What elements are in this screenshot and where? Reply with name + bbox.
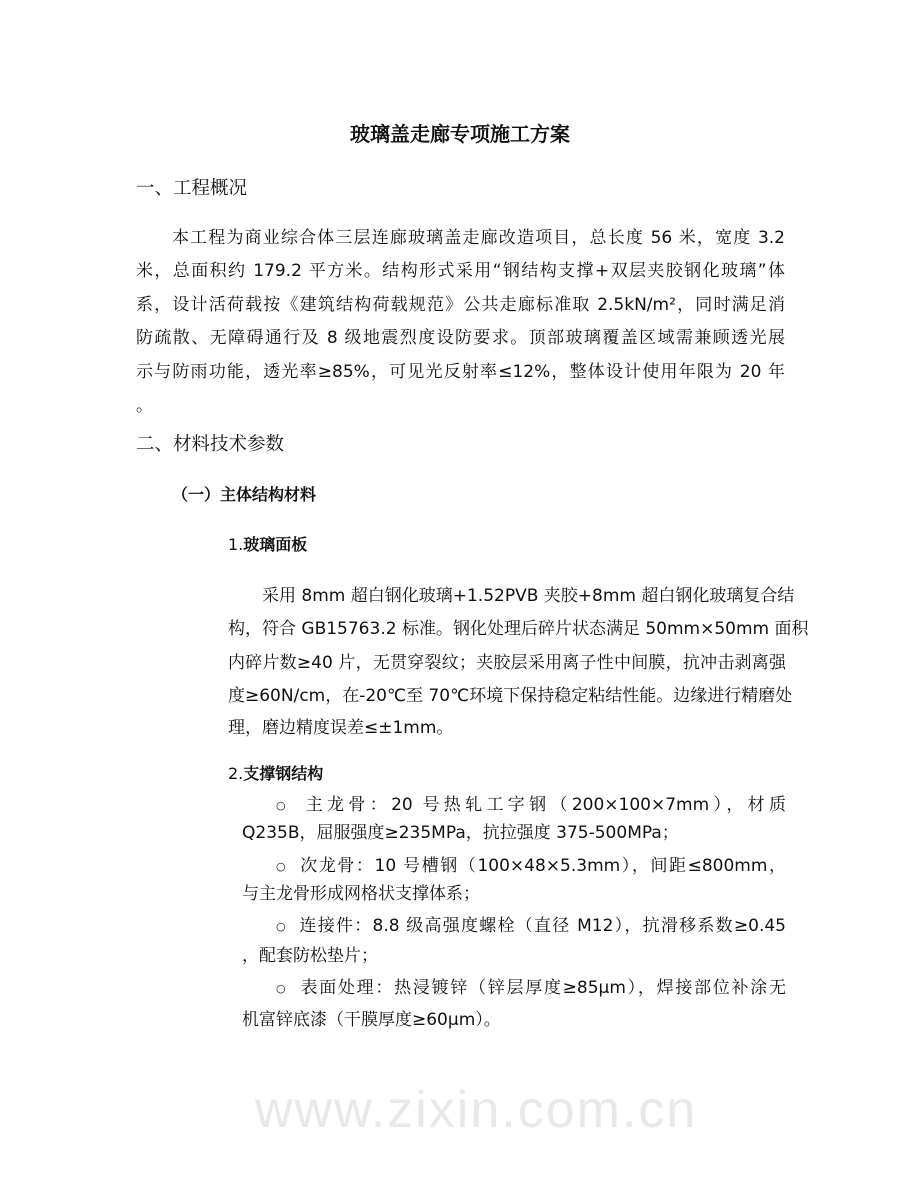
bullet-continuation: 机富锌底漆（干膜厚度≥60μm）。	[242, 1010, 501, 1030]
circle-bullet-icon: ○	[276, 860, 288, 873]
bullet-continuation: Q235B，屈服强度≥235MPa，抗拉强度 375-500MPa；	[242, 823, 679, 843]
bullet-text: 连接件：8.8 级高强度螺栓（直径 M12），抗滑移系数≥0.45	[299, 916, 786, 936]
section-heading-overview: 一、工程概况	[136, 178, 248, 199]
item-heading-glass-panel	[228, 532, 307, 555]
bullet-item	[276, 914, 786, 938]
item-number: 2.	[228, 764, 244, 783]
circle-bullet-icon: ○	[276, 982, 288, 995]
bullet-continuation: ，配套防松垫片；	[242, 946, 378, 966]
item-number: 1.	[228, 535, 244, 554]
paragraph-line: 防疏散、无障碍通行及 8 级地震烈度设防要求。顶部玻璃覆盖区域需兼顾透光展	[136, 328, 785, 348]
bullet-item	[276, 793, 786, 817]
paragraph-line: 理，磨边精度误差≤±1mm。	[228, 718, 454, 738]
section-heading-materials: 二、材料技术参数	[136, 434, 285, 455]
paragraph-line: 本工程为商业综合体三层连廊玻璃盖走廊改造项目，总长度 56 米，宽度 3.2	[172, 228, 785, 248]
bullet-item	[276, 854, 786, 878]
item-title: 玻璃面板	[243, 535, 308, 554]
bullet-item	[276, 976, 786, 1000]
circle-bullet-icon: ○	[276, 799, 290, 812]
paragraph-line: 示与防雨功能，透光率≥85%，可见光反射率≤12%，整体设计使用年限为 20 年	[136, 362, 785, 382]
bullet-text: 表面处理：热浸镀锌（锌层厚度≥85μm），焊接部位补涂无	[300, 978, 786, 998]
paragraph-line: 采用 8mm 超白钢化玻璃+1.52PVB 夹胶+8mm 超白钢化玻璃复合结	[262, 586, 795, 606]
subsection-heading: （一）主体结构材料	[172, 485, 317, 504]
watermark: www.zixin.com.cn	[255, 1081, 698, 1139]
bullet-continuation: 与主龙骨形成网格状支撑体系；	[242, 884, 480, 904]
bullet-text: 次龙骨：10 号槽钢（100×48×5.3mm），间距≤800mm，	[300, 856, 786, 876]
item-title: 支撑钢结构	[243, 764, 324, 783]
item-heading-steel-structure	[228, 761, 323, 784]
circle-bullet-icon: ○	[276, 920, 287, 933]
paragraph-line: 内碎片数≥40 片，无贯穿裂纹；夹胶层采用离子性中间膜，抗冲击剥离强	[228, 653, 786, 673]
document-title: 玻璃盖走廊专项施工方案	[350, 122, 570, 146]
paragraph-line: 构，符合 GB15763.2 标准。钢化处理后碎片状态满足 50mm×50mm 面积	[228, 619, 809, 639]
paragraph-line: 系，设计活荷载按《建筑结构荷载规范》公共走廊标准取 2.5kN/m²，同时满足消	[136, 295, 785, 315]
paragraph-line: 度≥60N/cm，在-20℃至 70℃环境下保持稳定粘结性能。边缘进行精磨处	[228, 686, 793, 706]
paragraph-line: 米，总面积约 179.2 平方米。结构形式采用“钢结构支撑+双层夹胶钢化玻璃”体	[136, 261, 785, 281]
bullet-text: 主龙骨：20 号热轧工字钢（200×100×7mm），材质	[305, 795, 787, 815]
paragraph-line: 。	[136, 396, 153, 416]
